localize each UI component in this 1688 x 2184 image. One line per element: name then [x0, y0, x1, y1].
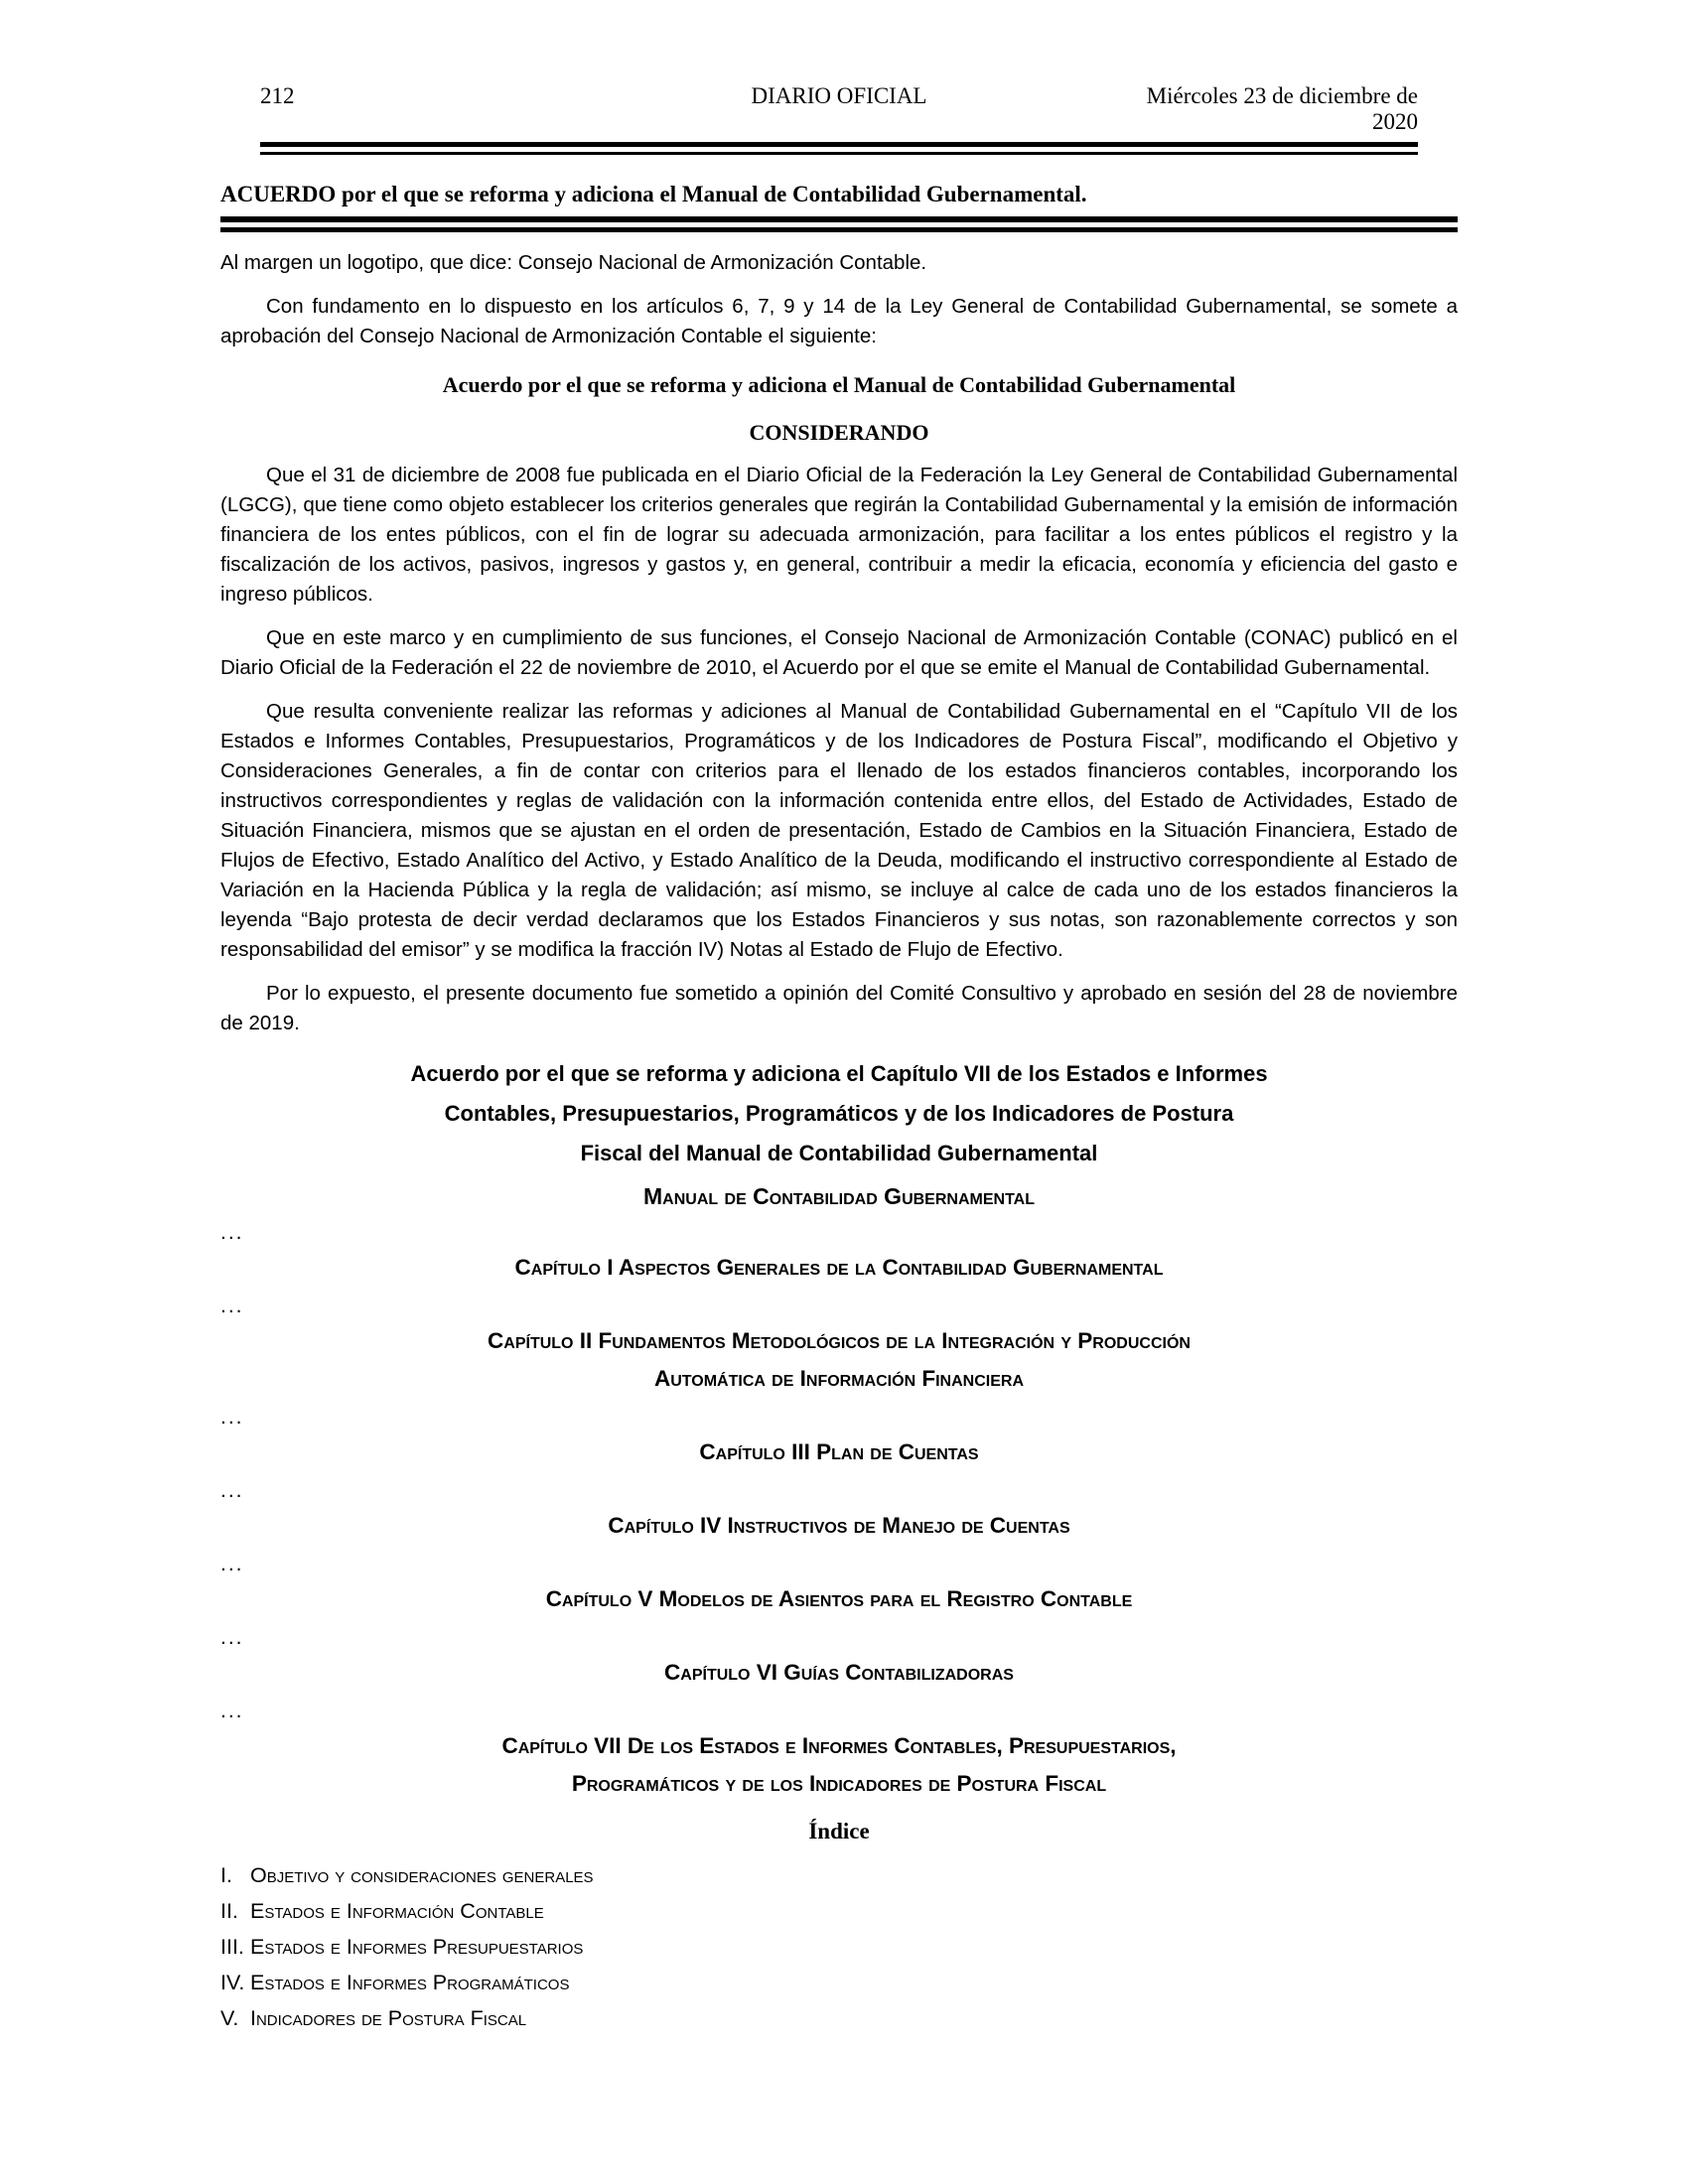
heading-line: Automática de Información Financiera: [653, 1366, 1025, 1391]
intro-paragraph: Con fundamento en lo dispuesto en los artículos 6, 7, 9 y 14 de la Ley General de Contabilidad Gubernamental, se somete a aprobación del Consejo Nacional de Armonización Contable el siguiente:: [220, 295, 1458, 347]
considerando-heading: CONSIDERANDO: [749, 420, 929, 445]
index-numeral: II.: [220, 1899, 238, 1923]
heading-line: Capítulo VII De los Estados e Informes Contables, Presupuestarios,: [501, 1733, 1177, 1758]
chapter7-agreement-heading: [220, 1054, 1458, 1173]
paragraph: Por lo expuesto, el presente documento fue sometido a opinión del Comité Consultivo y aprobado en sesión del 28 de noviembre de 2019.: [220, 982, 1458, 1034]
heading-line: Capítulo III Plan de Cuentas: [699, 1439, 979, 1464]
ellipsis-marker: ...: [220, 1553, 244, 1575]
index-label: Estados e Informes Programáticos: [250, 1971, 570, 1994]
index-heading: Índice: [808, 1819, 870, 1843]
index-label: Estados e Información Contable: [250, 1899, 544, 1923]
title-double-rule: [220, 216, 1458, 232]
chapter-heading-3: [220, 1433, 1458, 1471]
document-body: [220, 181, 1458, 2031]
index-list: [220, 1862, 1458, 2031]
index-item: [220, 2005, 1458, 2031]
chapter-heading-4: [220, 1507, 1458, 1545]
chapter-heading-1: [220, 1249, 1458, 1287]
heading-line: Capítulo I Aspectos Generales de la Contabilidad Gubernamental: [514, 1255, 1164, 1280]
paragraph: Que resulta conveniente realizar las reformas y adiciones al Manual de Contabilidad Gubernamental en el “Capítulo VII de los Estados e Informes Contables, Presupuestarios, Programáticos y de los Indicadores de Postura Fiscal”, modificando el Objetivo y Consideraciones Generales, a fin de contar con criterios para el llenado de los estados financieros contables, incorporando los instructivos correspondientes y reglas de validación con la información contenida entre ellos, del Estado de Actividades, Estado de Situación Financiera, mismos que se ajustan en el orden de presentación, Estado de Cambios en la Situación Financiera, Estado de Flujos de Efectivo, Estado Analítico del Activo, y Estado Analítico de la Deuda, modificando el instructivo correspondiente al Estado de Variación en la Hacienda Pública y la regla de validación; así mismo, se incluye al calce de cada uno de los estados financieros la leyenda “Bajo protesta de decir verdad declaramos que los Estados Financieros y sus notas, son razonablemente correctos y son responsabilidad del emisor” y se modifica la fracción IV) Notas al Estado de Flujo de Efectivo.: [220, 700, 1458, 961]
index-item: [220, 1862, 1458, 1888]
chapter-heading-6: [220, 1654, 1458, 1692]
chapter-heading-2: [220, 1322, 1458, 1398]
heading-line: Capítulo V Modelos de Asientos para el Registro Contable: [545, 1586, 1133, 1611]
index-label: Estados e Informes Presupuestarios: [250, 1935, 584, 1959]
ellipsis-marker: ...: [220, 1221, 244, 1244]
agreement-heading: Acuerdo por el que se reforma y adiciona el Manual de Contabilidad Gubernamental: [442, 372, 1236, 397]
ellipsis-marker: ...: [220, 1295, 244, 1317]
page-number: 212: [260, 83, 295, 108]
heading-line: Programáticos y de los Indicadores de Postura Fiscal: [571, 1771, 1107, 1796]
header-date: Miércoles 23 de diciembre de 2020: [1146, 83, 1418, 134]
heading-line: Fiscal del Manual de Contabilidad Gubernamental: [580, 1141, 1098, 1165]
ellipsis-marker: ...: [220, 1700, 244, 1722]
heading-line: Capítulo II Fundamentos Metodológicos de la Integración y Producción: [488, 1328, 1191, 1353]
ellipsis-marker: ...: [220, 1479, 244, 1502]
ellipsis-marker: ...: [220, 1406, 244, 1429]
header-row: [260, 83, 1418, 135]
manual-heading: Manual de Contabilidad Gubernamental: [643, 1183, 1035, 1209]
heading-line: Capítulo IV Instructivos de Manejo de Cuentas: [608, 1513, 1070, 1538]
document-title: ACUERDO por el que se reforma y adiciona el Manual de Contabilidad Gubernamental.: [220, 182, 1087, 206]
index-numeral: IV.: [220, 1971, 245, 1994]
heading-line: Capítulo VI Guías Contabilizadoras: [664, 1660, 1014, 1685]
margin-note: Al margen un logotipo, que dice: Consejo Nacional de Armonización Contable.: [220, 251, 927, 274]
journal-title: DIARIO OFICIAL: [751, 83, 927, 108]
ellipsis-marker: ...: [220, 1626, 244, 1649]
page-header: [260, 83, 1418, 155]
index-item: [220, 1934, 1458, 1960]
heading-line: Acuerdo por el que se reforma y adiciona el Capítulo VII de los Estados e Informes: [410, 1061, 1268, 1086]
paragraph: Que en este marco y en cumplimiento de sus funciones, el Consejo Nacional de Armonización Contable (CONAC) publicó en el Diario Oficial de la Federación el 22 de noviembre de 2010, el Acuerdo por el que se emite el Manual de Contabilidad Gubernamental.: [220, 626, 1458, 679]
header-double-rule: [260, 142, 1418, 155]
index-numeral: V.: [220, 2006, 239, 2030]
paragraph: Que el 31 de diciembre de 2008 fue publicada en el Diario Oficial de la Federación la Ley General de Contabilidad Gubernamental (LGCG), que tiene como objeto establecer los criterios generales que regirán la Contabilidad Gubernamental y la emisión de información financiera de los entes públicos, con el fin de lograr su adecuada armonización, para facilitar a los entes públicos el registro y la fiscalización de los activos, pasivos, ingresos y gastos y, en general, contribuir a medir la eficacia, economía y eficiencia del gasto e ingreso públicos.: [220, 464, 1458, 606]
index-item: [220, 1898, 1458, 1924]
index-label: Indicadores de Postura Fiscal: [250, 2006, 527, 2030]
index-label: Objetivo y consideraciones generales: [250, 1863, 594, 1887]
index-numeral: III.: [220, 1935, 244, 1959]
chapter-heading-7: [220, 1727, 1458, 1803]
chapter-heading-5: [220, 1580, 1458, 1618]
index-numeral: I.: [220, 1863, 232, 1887]
index-item: [220, 1970, 1458, 1995]
heading-line: Contables, Presupuestarios, Programáticos y de los Indicadores de Postura: [444, 1101, 1234, 1126]
